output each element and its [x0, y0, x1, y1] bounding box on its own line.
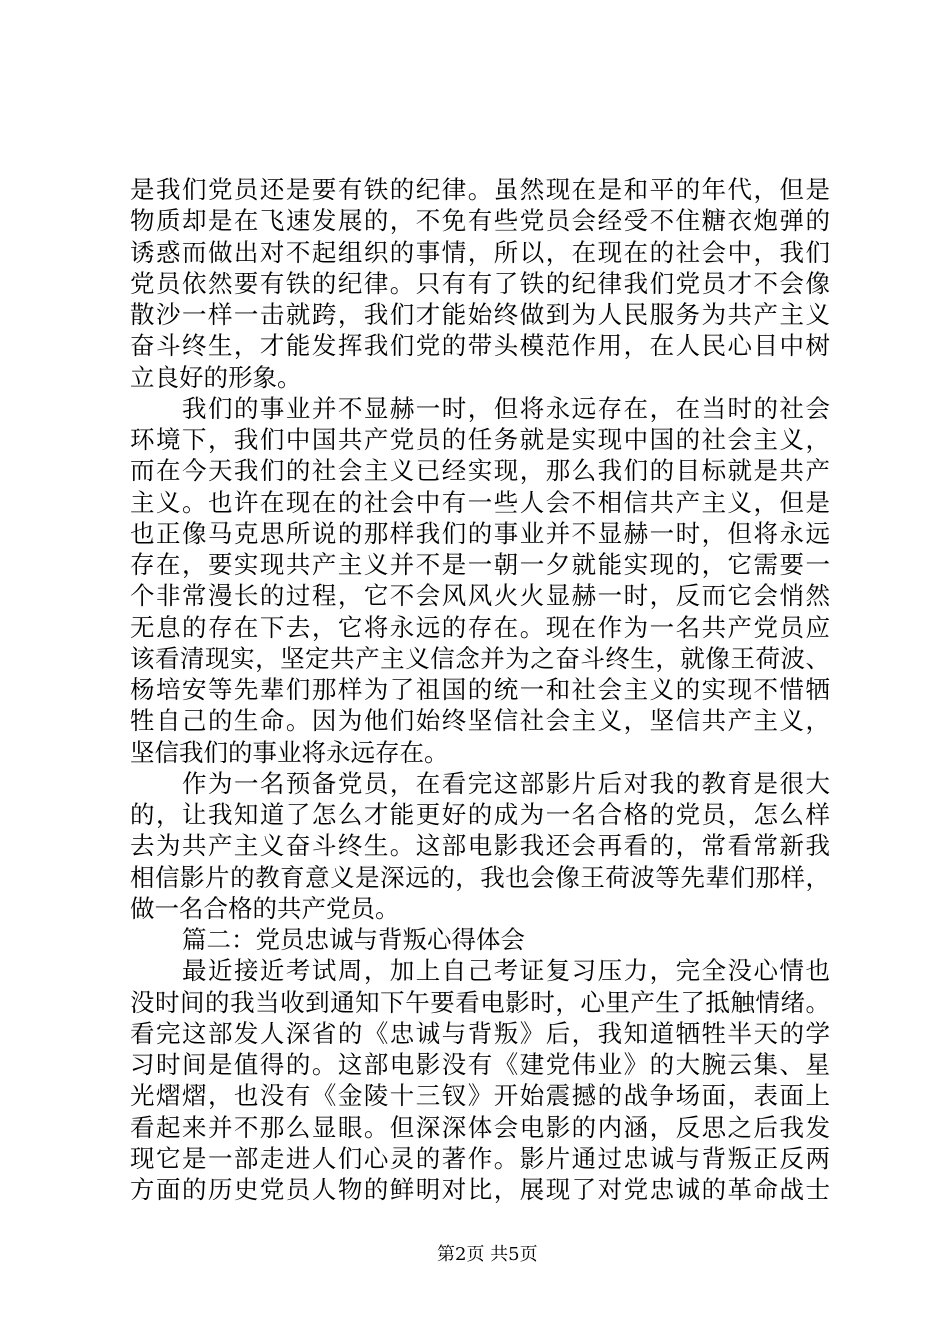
text-line: 做一名合格的共产党员。: [130, 893, 400, 923]
page-footer: 第2页 共5页: [437, 1244, 538, 1265]
text-line: 立良好的形象。: [130, 362, 302, 392]
paragraph-4: [130, 955, 830, 1205]
text-line: 物质却是在飞速发展的，不免有些党员会经受不住糖衣炮弹的: [130, 206, 830, 236]
text-line: 存在，要实现共产主义并不是一朝一夕就能实现的，它需要一: [130, 550, 830, 579]
text-line: 看完这部发人深省的《忠诚与背叛》后，我知道牺牲半天的学: [130, 1018, 830, 1048]
text-line: 散沙一样一击就跨，我们才能始终做到为人民服务为共产主义: [130, 300, 830, 329]
paragraph-3: [130, 768, 830, 924]
text-line: 无息的存在下去，它将永远的存在。现在作为一名共产党员应: [130, 612, 830, 642]
text-line: 也正像马克思所说的那样我们的事业并不显赫一时，但将永远: [130, 518, 830, 548]
text-line: 党员依然要有铁的纪律。只有有了铁的纪律我们党员才不会像: [130, 268, 830, 298]
text-line: 是我们党员还是要有铁的纪律。虽然现在是和平的年代，但是: [130, 175, 830, 204]
text-line: 牲自己的生命。因为他们始终坚信社会主义，坚信共产主义，: [130, 706, 830, 736]
body-text: [130, 174, 830, 1205]
text-line: 现它是一部走进人们心灵的著作。影片通过忠诚与背叛正反两: [130, 1143, 830, 1173]
text-line: 习时间是值得的。这部电影没有《建党伟业》的大腕云集、星: [130, 1050, 830, 1079]
text-line: 个非常漫长的过程，它不会风风火火显赫一时，反而它会悄然: [130, 581, 830, 611]
text-line: 奋斗终生，才能发挥我们党的带头模范作用，在人民心目中树: [130, 331, 830, 361]
text-line: 主义。也许在现在的社会中有一些人会不相信共产主义，但是: [130, 487, 830, 517]
section-heading: 篇二：党员忠诚与背叛心得体会: [182, 925, 525, 954]
paragraph-2: [130, 393, 830, 768]
text-line: 环境下，我们中国共产党员的任务就是实现中国的社会主义，: [130, 425, 830, 454]
text-line: 去为共产主义奋斗终生。这部电影我还会再看的，常看常新我: [130, 831, 830, 861]
text-line: 最近接近考试周，加上自己考证复习压力，完全没心情也: [182, 956, 830, 986]
text-line: 我们的事业并不显赫一时，但将永远存在，在当时的社会: [182, 393, 830, 423]
text-line: 没时间的我当收到通知下午要看电影时，心里产生了抵触情绪。: [130, 987, 830, 1017]
text-line: 作为一名预备党员，在看完这部影片后对我的教育是很大: [182, 768, 830, 798]
text-line: 方面的历史党员人物的鲜明对比，展现了对党忠诚的革命战士: [130, 1175, 830, 1204]
text-line: 该看清现实，坚定共产主义信念并为之奋斗终生，就像王荷波、: [130, 643, 830, 673]
paragraph-1: [130, 174, 830, 393]
text-line: 的，让我知道了怎么才能更好的成为一名合格的党员，怎么样: [130, 800, 830, 829]
text-line: 坚信我们的事业将永远存在。: [130, 737, 449, 767]
text-line: 看起来并不那么显眼。但深深体会电影的内涵，反思之后我发: [130, 1112, 830, 1142]
text-line: 诱惑而做出对不起组织的事情，所以，在现在的社会中，我们: [130, 237, 830, 267]
text-line: 相信影片的教育意义是深远的，我也会像王荷波等先辈们那样，: [130, 862, 830, 892]
text-line: 而在今天我们的社会主义已经实现，那么我们的目标就是共产: [130, 456, 830, 486]
text-line: 杨培安等先辈们那样为了祖国的统一和社会主义的实现不惜牺: [130, 675, 830, 704]
text-line: 光熠熠，也没有《金陵十三钗》开始震撼的战争场面，表面上: [130, 1081, 830, 1111]
